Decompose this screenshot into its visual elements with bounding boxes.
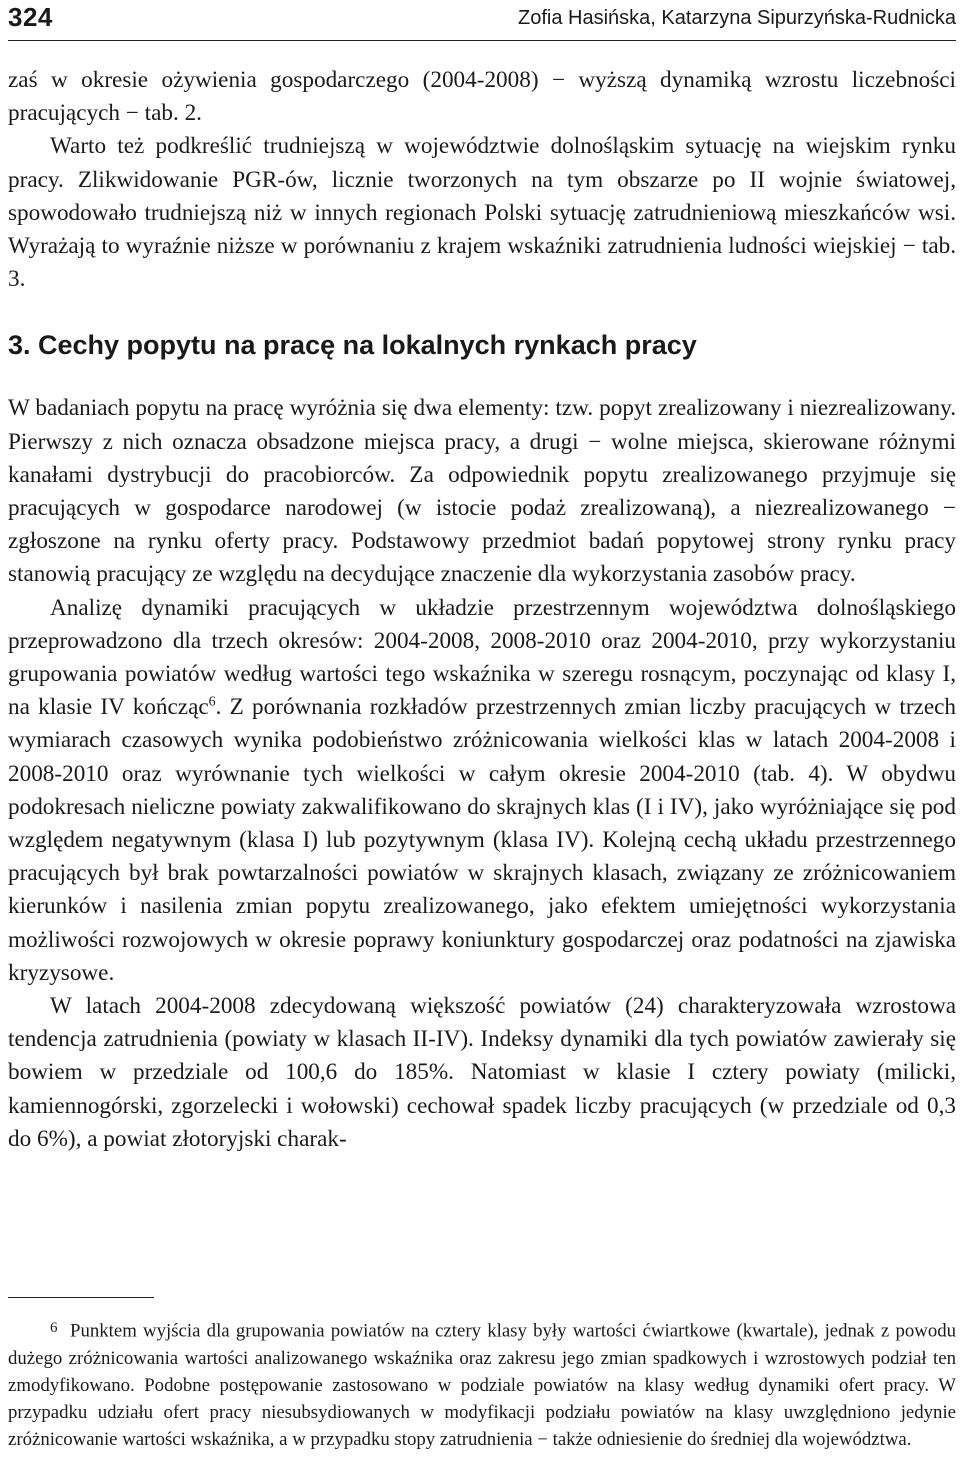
body-text — [8, 64, 956, 1156]
paragraph-continued: zaś w okresie ożywienia gospodarczego (2004-2008) − wyższą dynamiką wzrostu liczebności pracujących − tab. 2. — [8, 67, 956, 127]
section-heading: 3. Cechy popytu na pracę na lokalnych rynkach pracy — [8, 330, 697, 361]
paragraph-rural-labour-market: Warto też podkreślić trudniejszą w województwie dolnośląskim sytuację na wiejskim rynku pracy. Zlikwidowanie PGR-ów, licznie tworzonych na tym obszarze po II wojnie światowej, spowodowało trudniejszą niż w innych regionach Polski sytuację zatrudnieniową mieszkańców wsi. Wyrażają to wyraźnie niższe w porównaniu z krajem wskaźniki zatrudnienia ludności wiejskiej − tab. 3. — [8, 133, 956, 293]
footnote-text: Punktem wyjścia dla grupowania powiatów na cztery klasy były wartości ćwiartkowe (kwartale), jednak z powodu dużego zróżnicowania wartości analizowanego wskaźnika oraz zakresu jego zmian spadkowych i wzrostowych podział ten zmodyfikowano. Podobne postępowanie zastosowano w podziale powiatów na klasy według dynamiki ofert pracy. W przypadku udziału ofert pracy niesubsydiowanych w modyfikacji podziału powiatów na klasy uwzględniono jedynie zróżnicowanie wartości wskaźnika, a w przypadku stopy zatrudnienia − także odniesienie do średniej dla województwa. — [8, 1320, 957, 1451]
page-number: 324 — [8, 2, 53, 32]
running-header — [8, 0, 956, 41]
paragraph-dynamics-analysis — [8, 592, 956, 990]
running-header-authors: Zofia Hasińska, Katarzyna Sipurzyńska-Rudnicka — [518, 7, 956, 29]
footnote-reference[interactable]: 6 — [208, 694, 216, 710]
paragraph-text: Analizę dynamiki pracujących w układzie przestrzennym województwa dolnośląskiego przeprowadzono dla trzech okresów: 2004-2008, 2008-2010 oraz 2004-2010, przy wykorzystaniu grupowania powiatów według wartości tego wskaźnika w szeregu rosnącym, poczynając od klasy I, na klasie IV kończąc — [8, 594, 956, 721]
footnote-divider — [8, 1297, 154, 1298]
footnote — [8, 1315, 956, 1454]
paragraph-demand-elements: W badaniach popytu na pracę wyróżnia się dwa elementy: tzw. popyt zrealizowany i niezrealizowany. Pierwszy z nich oznacza obsadzone miejsca pracy, a drugi − wolne miejsca, skierowane różnymi kanałami dystrybucji do pracobiorców. Za odpowiednik popytu zrealizowanego przyjmuje się pracujących w gospodarce narodowej (w istocie podaż zrealizowaną), a niezrealizowanego − zgłoszone na rynku oferty pracy. Podstawowy przedmiot badań popytowej strony rynku pracy stanowią pracujący ze względu na decydujące znaczenie dla wykorzystania zasobów pracy. — [8, 395, 956, 588]
paragraph-text: . Z porównania rozkładów przestrzennych zmian liczby pracujących w trzech wymiarach czasowych wynika podobieństwo zróżnicowania wielkości klas w latach 2004-2008 i 2008-2010 oraz wyrównanie tych wielkości w całym okresie 2004-2010 (tab. 4). W obydwu podokresach nieliczne powiaty zakwalifikowano do skrajnych klas (I i IV), jako wyróżniające się pod względem negatywnym (klasa I) lub pozytywnym (klasa IV). Kolejną cechą układu przestrzennego pracujących był brak powtarzalności powiatów w skrajnych klasach, związany ze zróżnicowaniem kierunków i nasilenia zmian popytu zrealizowanego, jako efektem umiejętności wykorzystania możliwości rozwojowych w okresie poprawy koniunktury gospodarczej oraz podatności na zjawiska kryzysowe. — [8, 694, 957, 986]
paragraph-2004-2008: W latach 2004-2008 zdecydowaną większość powiatów (24) charakteryzowała wzrostowa tendencja zatrudnienia (powiaty w klasach II-IV). Indeksy dynamiki dla tych powiatów zawierały się bowiem w przedziale od 100,6 do 185%. Natomiast w klasie I cztery powiaty (milicki, kamiennogórski, zgorzelecki i wołowski) cechował spadek liczby pracujących (w przedziale od 0,3 do 6%), a powiat złotoryjski charak- — [8, 993, 956, 1152]
footnote-number: 6 — [50, 1320, 58, 1336]
